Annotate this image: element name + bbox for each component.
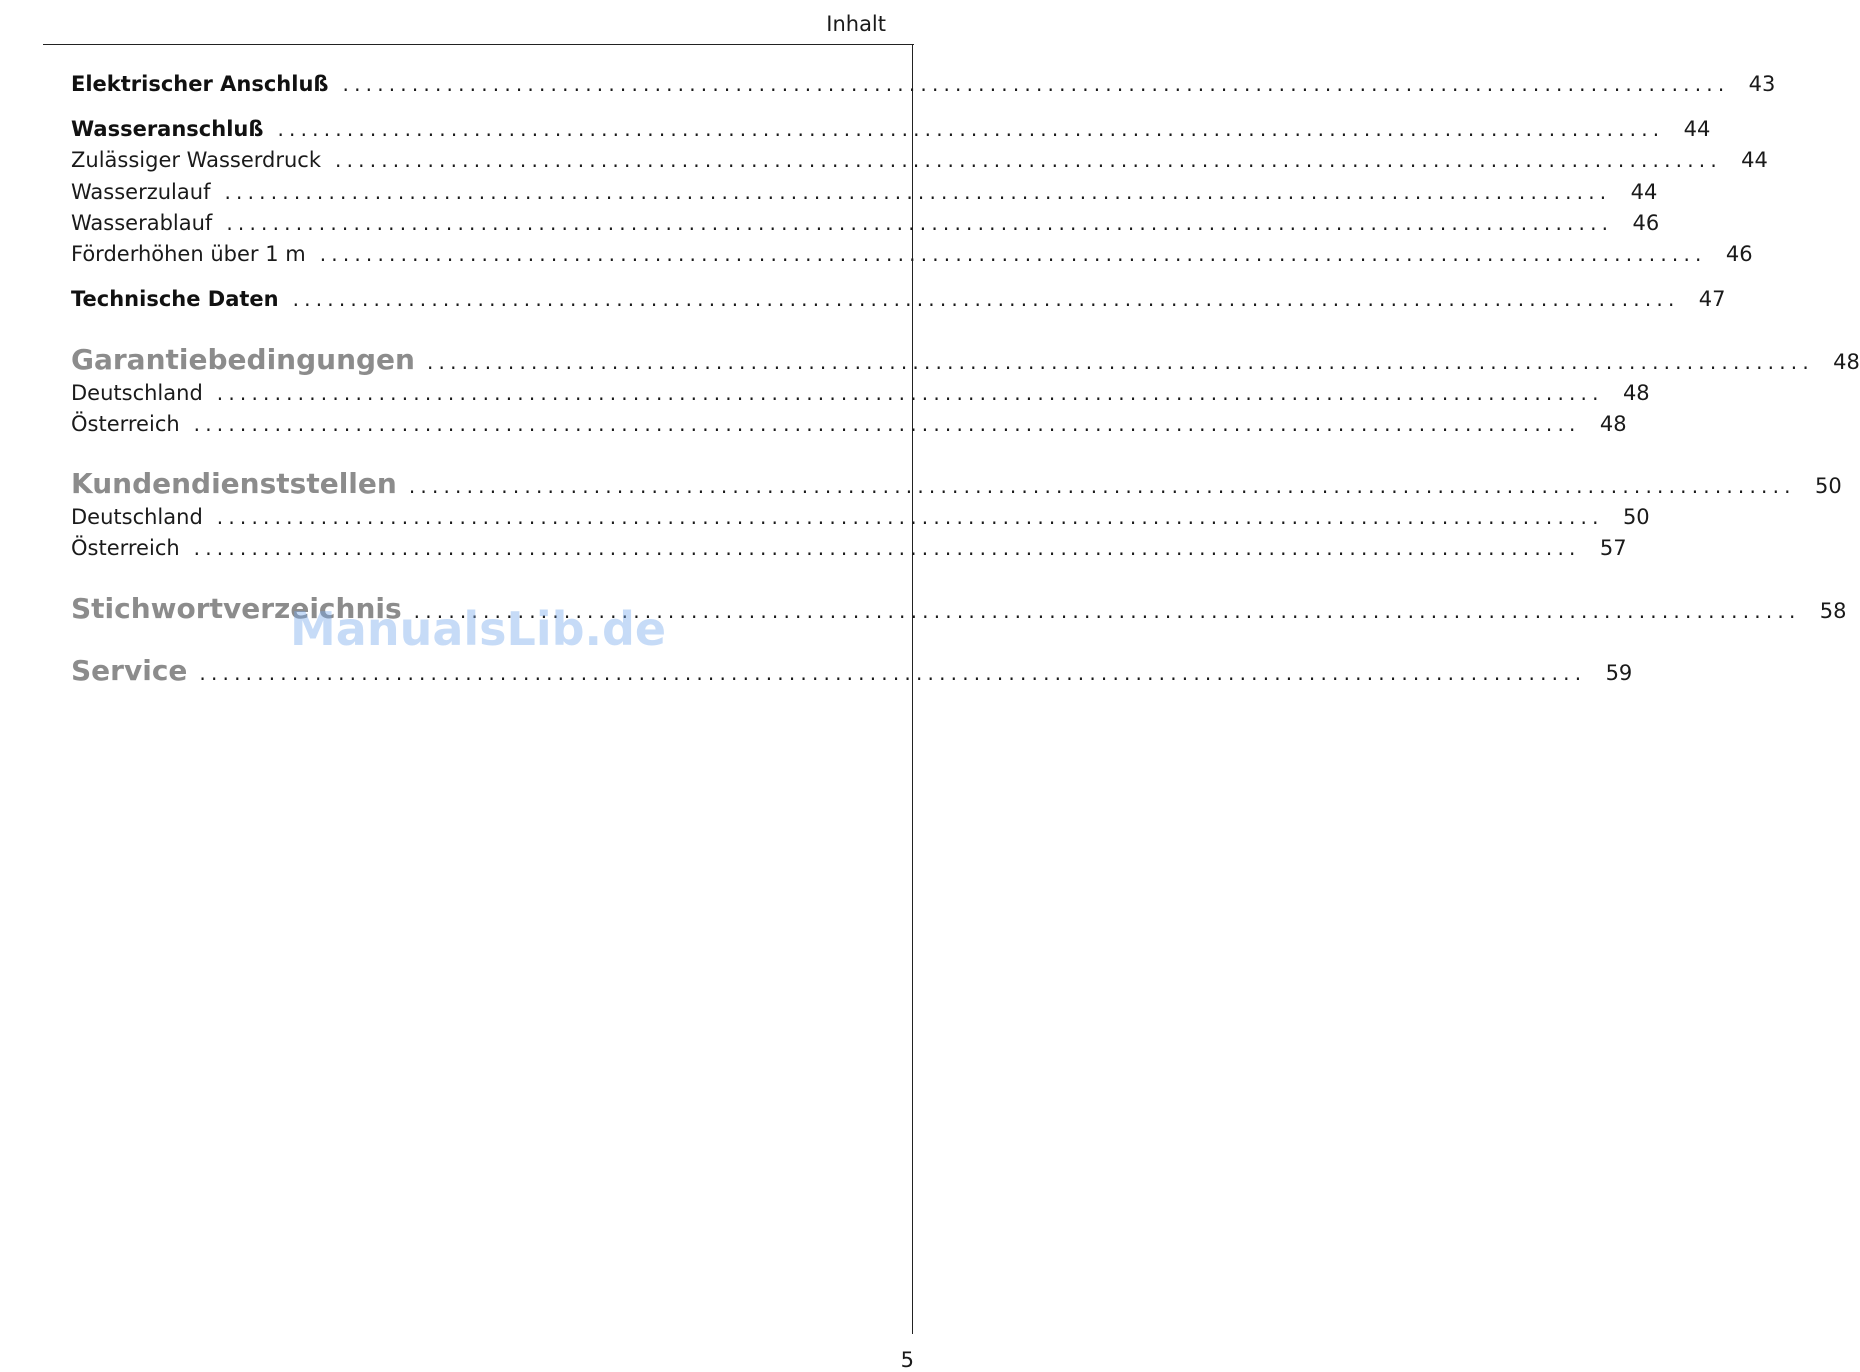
toc-page-number: 47 — [1698, 287, 1726, 311]
toc-section-heading: Kundendienststellen — [71, 467, 397, 500]
toc-entry-kundendienst-deutschland[interactable] — [71, 505, 1650, 529]
toc-page-number: 50 — [1814, 474, 1842, 498]
toc-page-number: 43 — [1748, 72, 1776, 96]
toc-entry-garantie-oesterreich[interactable] — [71, 412, 1627, 436]
toc-entry-kundendienststellen[interactable] — [71, 467, 1842, 500]
toc-leader-dots: ........................................................................................................................ — [216, 505, 1604, 529]
toc-entry-title: Wasserzulauf — [71, 180, 211, 204]
toc-entry-kundendienst-oesterreich[interactable] — [71, 536, 1627, 560]
toc-page-number: 46 — [1632, 211, 1660, 235]
toc-entry-title: Elektrischer Anschluß — [71, 72, 329, 96]
toc-page-number: 48 — [1833, 350, 1860, 374]
toc-section-heading: Service — [71, 654, 188, 687]
toc-entry-title: Deutschland — [71, 505, 203, 529]
toc-leader-dots: ........................................................................................................................ — [224, 180, 1612, 204]
toc-leader-dots: ........................................................................................................................ — [199, 661, 1587, 685]
toc-section-heading: Garantiebedingungen — [71, 343, 415, 376]
toc-entry-technische-daten[interactable] — [71, 287, 1726, 311]
toc-page-number: 48 — [1599, 412, 1627, 436]
toc-page-number: 46 — [1725, 242, 1753, 266]
toc-page-number: 50 — [1622, 505, 1650, 529]
toc-leader-dots: ........................................................................................................................ — [408, 474, 1796, 498]
toc-page-number: 44 — [1741, 148, 1768, 172]
toc-leader-dots: ........................................................................................................................ — [193, 536, 1581, 560]
toc-entry-title: Österreich — [71, 412, 180, 436]
toc-entry-garantie-deutschland[interactable] — [71, 381, 1650, 405]
toc-page-number: 59 — [1605, 661, 1633, 685]
toc-entry-stichwortverzeichnis[interactable] — [71, 592, 1847, 625]
toc-page-number: 48 — [1622, 381, 1650, 405]
toc-entry-title: Wasserablauf — [71, 211, 213, 235]
toc-leader-dots: ........................................................................................................................ — [216, 381, 1604, 405]
toc-page-number: 44 — [1630, 180, 1658, 204]
toc-entry-title: Zulässiger Wasserdruck — [71, 148, 322, 172]
toc-entry-wasseranschluss[interactable] — [71, 117, 1711, 141]
toc-entry-garantiebedingungen[interactable] — [71, 343, 1860, 376]
toc-section-heading: Stichwortverzeichnis — [71, 592, 402, 625]
page-header-title: Inhalt — [826, 12, 886, 36]
toc-entry-title: Technische Daten — [71, 287, 279, 311]
toc-entry-foerderhoehen[interactable] — [71, 242, 1753, 266]
toc-leader-dots: ........................................................................................................................ — [426, 350, 1814, 374]
toc-entry-elektrischer-anschluss[interactable] — [71, 72, 1776, 96]
header-rule — [43, 44, 914, 45]
toc-entry-wasserablauf[interactable] — [71, 211, 1660, 235]
toc-entry-title: Deutschland — [71, 381, 203, 405]
toc-leader-dots: ........................................................................................................................ — [335, 148, 1722, 172]
toc-page-number: 58 — [1819, 599, 1847, 623]
page-number: 5 — [900, 1348, 914, 1372]
toc-leader-dots: ........................................................................................................................ — [226, 211, 1614, 235]
watermark-text: ManualsLib.de — [290, 602, 667, 656]
toc-entry-title: Förderhöhen über 1 m — [71, 242, 306, 266]
toc-entry-service[interactable] — [71, 654, 1633, 687]
toc-page-number: 57 — [1599, 536, 1627, 560]
toc-leader-dots: ........................................................................................................................ — [413, 599, 1801, 623]
toc-leader-dots: ........................................................................................................................ — [193, 412, 1581, 436]
toc-entry-title: Österreich — [71, 536, 180, 560]
toc-page-number: 44 — [1683, 117, 1711, 141]
right-margin-rule — [912, 44, 913, 1334]
toc-entry-title: Wasseranschluß — [71, 117, 264, 141]
toc-leader-dots: ........................................................................................................................ — [292, 287, 1680, 311]
toc-leader-dots: ........................................................................................................................ — [342, 72, 1730, 96]
toc-leader-dots: ........................................................................................................................ — [277, 117, 1665, 141]
toc-entry-zulaessiger-wasserdruck[interactable] — [71, 148, 1768, 172]
toc-entry-wasserzulauf[interactable] — [71, 180, 1658, 204]
toc-leader-dots: ........................................................................................................................ — [319, 242, 1707, 266]
